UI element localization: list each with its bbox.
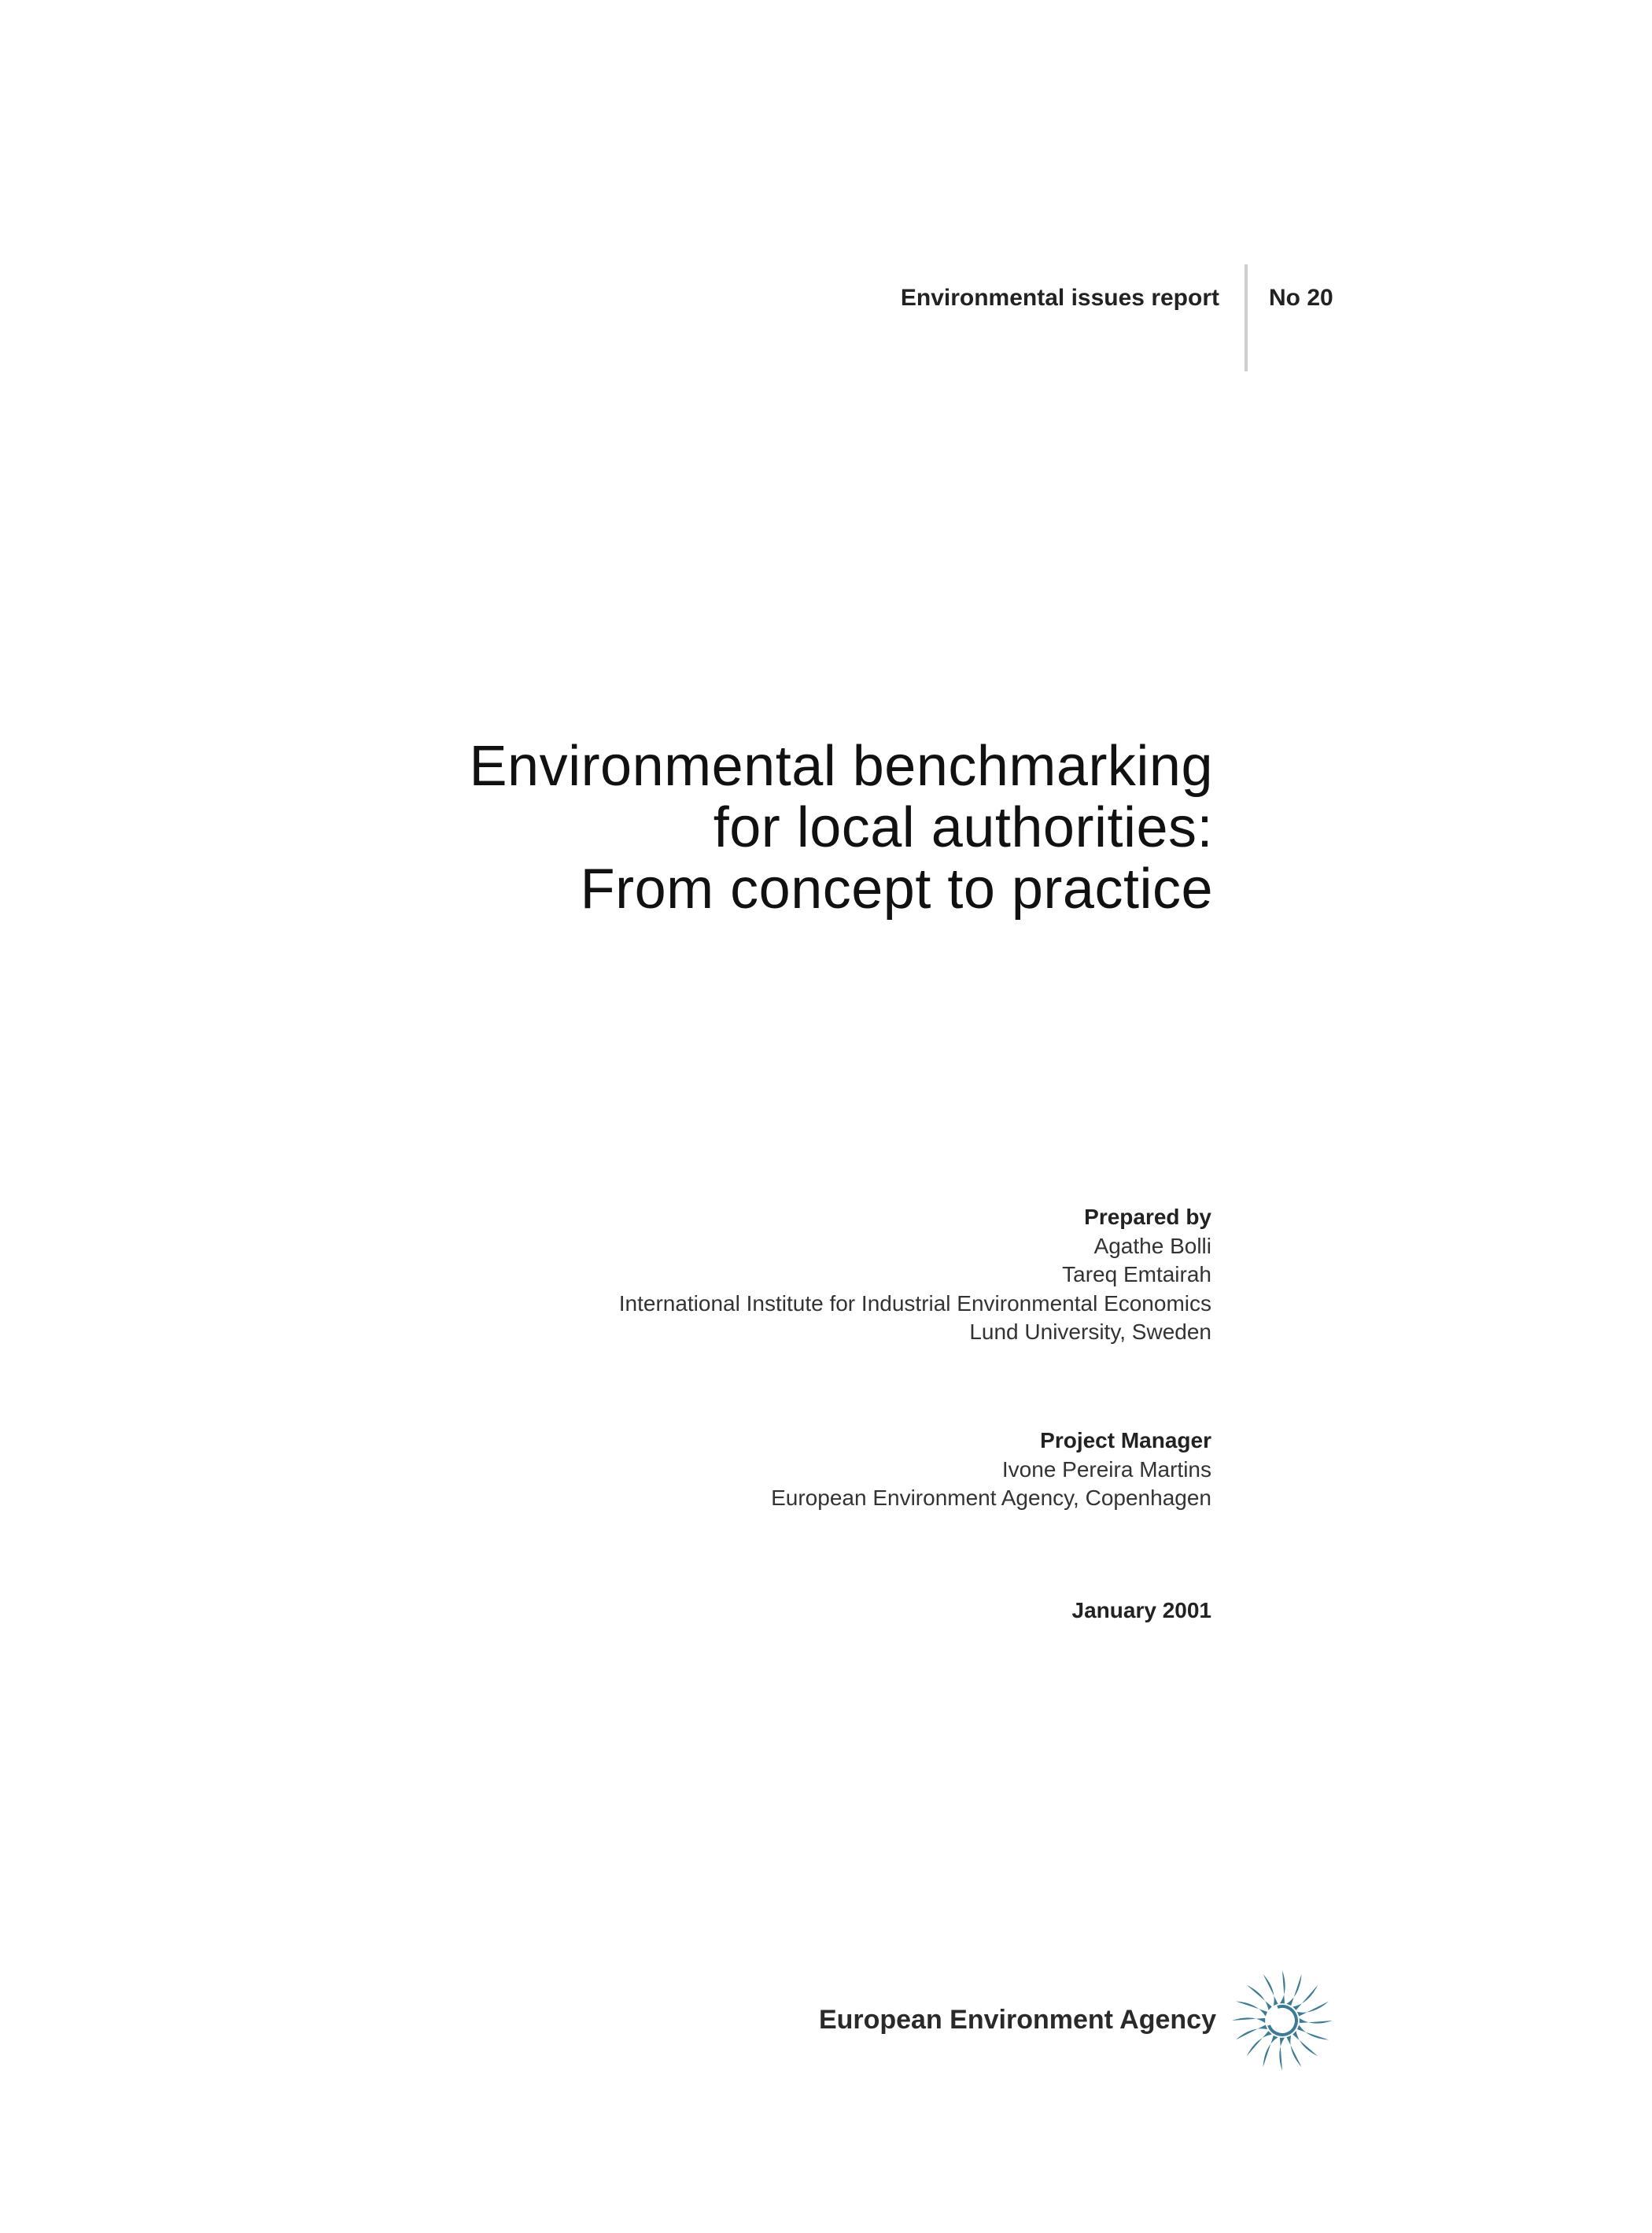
logo-ray — [1297, 2025, 1329, 2040]
title-line-1: Environmental benchmarking — [469, 735, 1213, 798]
manager-organization: European Environment Agency, Copenhagen — [771, 1486, 1211, 1510]
prepared-by-heading: Prepared by — [1084, 1205, 1211, 1229]
series-number: No 20 — [1269, 285, 1333, 311]
logo-ray — [1236, 2025, 1267, 2040]
series-label: Environmental issues report — [900, 285, 1219, 311]
logo-ray — [1300, 2018, 1333, 2024]
project-manager-block — [393, 1427, 1211, 1513]
logo-ray — [1280, 1970, 1285, 2003]
logo-ray — [1232, 2017, 1265, 2023]
report-title — [236, 736, 1213, 920]
title-line-3: From concept to practice — [580, 858, 1213, 921]
logo-ray — [1292, 2031, 1318, 2056]
logo-ray — [1247, 1985, 1272, 2010]
project-manager-heading: Project Manager — [1040, 1428, 1211, 1452]
logo-ray — [1297, 2002, 1329, 2017]
agency-name: European Environment Agency — [818, 2005, 1216, 2035]
logo-ray — [1263, 1974, 1278, 2006]
logo-ray — [1236, 2002, 1267, 2017]
author-institute: International Institute for Industrial Environmental Economics — [618, 1290, 1211, 1316]
prepared-by-block — [393, 1203, 1211, 1347]
header-divider — [1245, 264, 1248, 371]
logo-ray — [1292, 1985, 1318, 2010]
logo-ray — [1287, 1974, 1302, 2006]
author-name: Tareq Emtairah — [1062, 1262, 1211, 1286]
logo-ray — [1263, 2036, 1278, 2067]
logo-ray — [1287, 2036, 1302, 2067]
publication-date: January 2001 — [1071, 1598, 1211, 1622]
logo-ray — [1247, 2031, 1272, 2056]
logo-ray — [1279, 2038, 1285, 2071]
manager-name: Ivone Pereira Martins — [1001, 1456, 1211, 1482]
title-line-2: for local authorities: — [713, 796, 1213, 859]
eea-sun-logo-icon — [1227, 1965, 1337, 2076]
author-university: Lund University, Sweden — [969, 1320, 1211, 1344]
author-name: Agathe Bolli — [1093, 1233, 1211, 1258]
